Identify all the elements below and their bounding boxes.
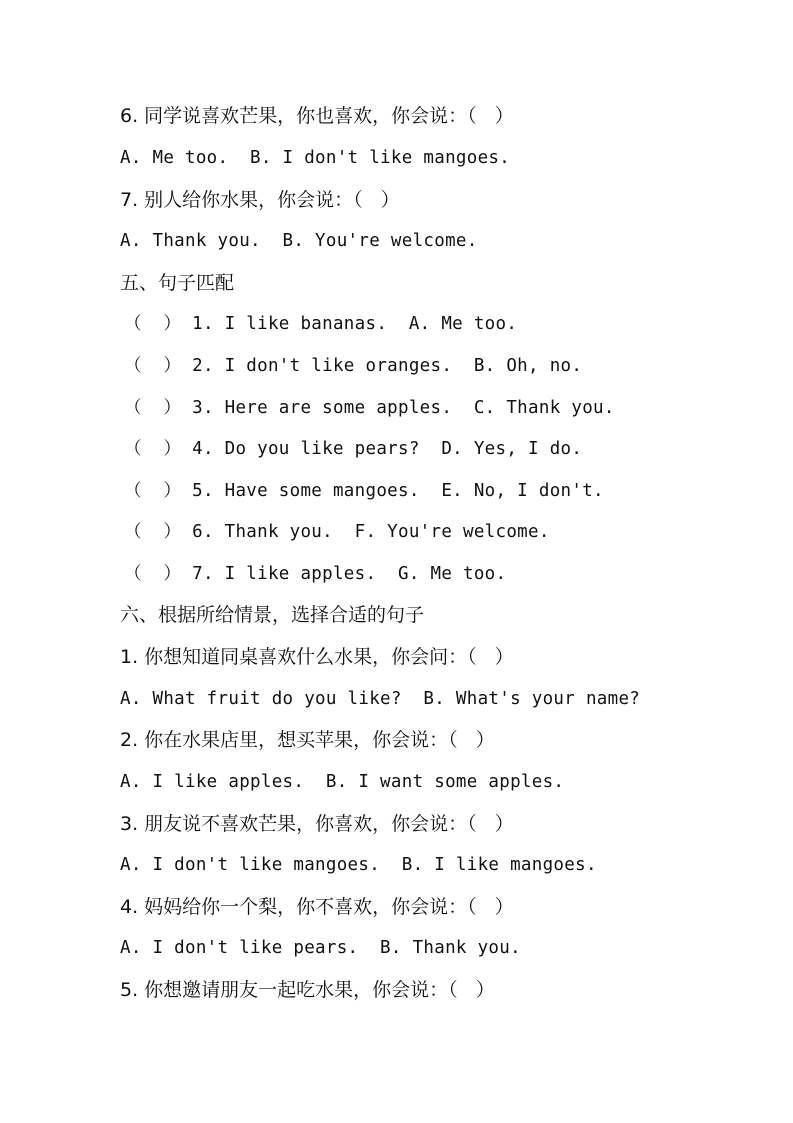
scenario-4-options: A. I don't like pears. B. Thank you. [120,938,521,958]
match-row-5: （ ） 5. Have some mangoes. E. No, I don't. [124,481,604,501]
scenario-2-prompt: 2. 你在水果店里，想买苹果，你会说：（ ） [120,729,495,751]
match-row-4: （ ） 4. Do you like pears? D. Yes, I do. [124,439,583,459]
match-row-1: （ ） 1. I like bananas. A. Me too. [124,314,518,334]
match-row-7: （ ） 7. I like apples. G. Me too. [124,564,507,584]
match-row-3: （ ） 3. Here are some apples. C. Thank you. [124,398,615,418]
scenario-5-prompt: 5. 你想邀请朋友一起吃水果，你会说：（ ） [120,979,495,1001]
scenario-1-options: A. What fruit do you like? B. What's your name? [120,689,641,709]
match-row-6: （ ） 6. Thank you. F. You're welcome. [124,522,550,542]
scenario-4-prompt: 4. 妈妈给你一个梨，你不喜欢，你会说：（ ） [120,896,514,918]
section-6-title: 六、根据所给情景，选择合适的句子 [120,604,425,626]
scenario-2-options: A. I like apples. B. I want some apples. [120,772,565,792]
question-7-prompt: 7. 别人给你水果，你会说：（ ） [120,189,400,211]
question-7-options: A. Thank you. B. You're welcome. [120,231,478,251]
scenario-1-prompt: 1. 你想知道同桌喜欢什么水果，你会问：（ ） [120,646,514,668]
question-6-options: A. Me too. B. I don't like mangoes. [120,148,511,168]
question-6-prompt: 6. 同学说喜欢芒果，你也喜欢，你会说：（ ） [120,105,514,127]
scenario-3-prompt: 3. 朋友说不喜欢芒果，你喜欢，你会说：（ ） [120,813,514,835]
scenario-3-options: A. I don't like mangoes. B. I like mangoes. [120,855,597,875]
section-5-title: 五、句子匹配 [120,272,235,294]
match-row-2: （ ） 2. I don't like oranges. B. Oh, no. [124,356,583,376]
